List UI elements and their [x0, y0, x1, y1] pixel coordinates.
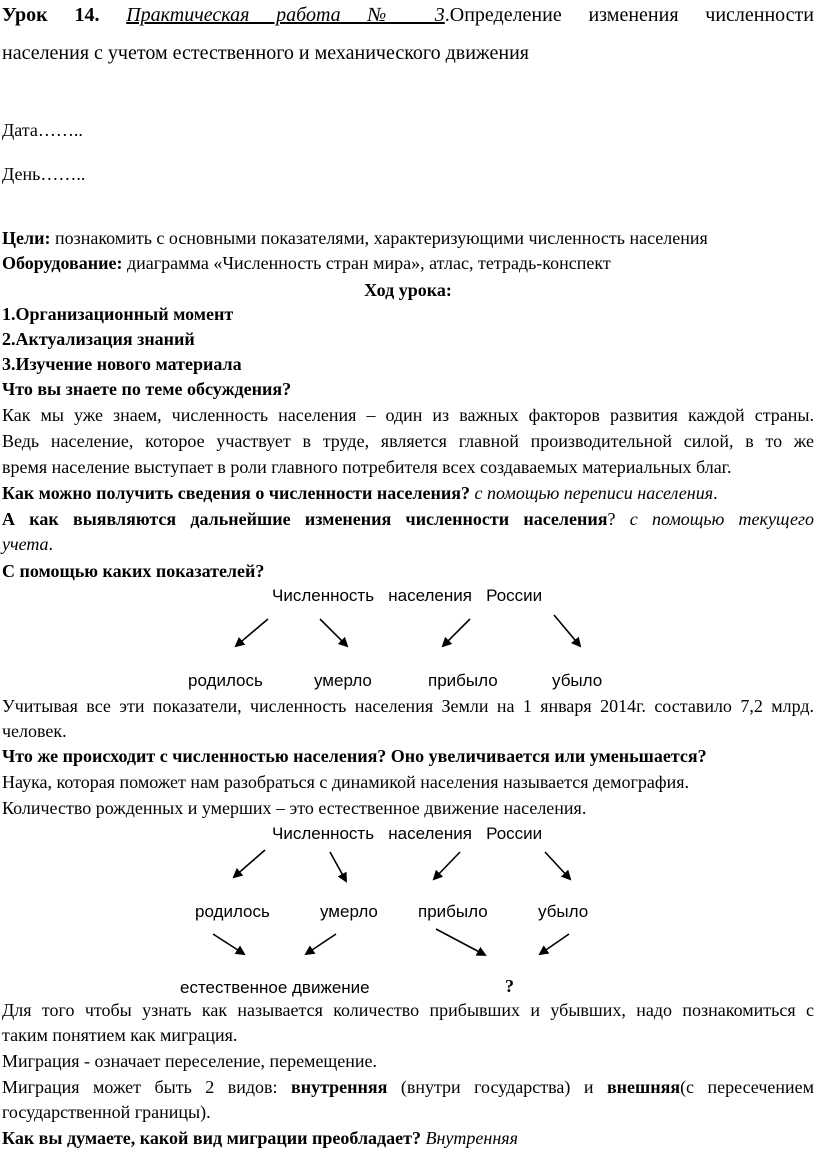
paragraph-2-line-2: человек. [2, 721, 67, 741]
paragraph-7-line-1 [2, 1077, 814, 1098]
question-5: Что же происходит с численностью населения? Оно увеличивается или уменьшается? [2, 746, 707, 766]
arrow-d1-born [236, 619, 268, 646]
paragraph-7-line-2: государственной границы). [2, 1102, 211, 1122]
arrow-d2-left [545, 852, 570, 879]
diagram-1-title: Численность населения России [272, 586, 543, 605]
diagram-2-result-natural: естественное движение [180, 978, 370, 997]
diagram-2-result-unknown: ? [505, 976, 514, 996]
paragraph-6: Миграция - означает переселение, перемещение. [2, 1051, 378, 1071]
topic-line-1: .Определение изменения численности [444, 4, 814, 26]
practical-work-label: Практическая работа № 3 [126, 4, 445, 26]
migration-internal: внутренняя [290, 1077, 388, 1097]
arrow-d2-died [330, 852, 346, 881]
diagram-2-item-born: родилось [195, 902, 270, 921]
migration-types-intro: Миграция может быть 2 видов: [2, 1077, 291, 1097]
lesson-heading: Ход урока: [364, 280, 452, 300]
diagram-2-item-arrived: прибыло [418, 902, 488, 921]
migration-external: внешняя [606, 1077, 681, 1097]
diagram-1-item-died: умерло [314, 671, 372, 690]
arrow-d2-arrived-to-unknown [436, 929, 485, 955]
arrow-d2-arrived [434, 852, 460, 879]
topic-line-2: населения с учетом естественного и механического движения [2, 42, 529, 64]
equipment-label: Оборудование: [2, 253, 123, 273]
arrow-d2-born [234, 850, 265, 877]
paragraph-2-line-1: Учитывая все эти показатели, численность населения Земли на 1 января 2014г. составило 7,2 млрд. [2, 696, 814, 716]
diagram-1-item-left: убыло [552, 671, 603, 690]
question-3: А как выявляются дальнейшие изменения численности населения [2, 509, 608, 529]
paragraph-3: Наука, которая поможет нам разобраться с динамикой населения называется демография. [2, 772, 689, 792]
paragraph-4: Количество рожденных и умерших – это естественное движение населения. [2, 798, 587, 818]
arrow-d2-born-to-natural [213, 934, 244, 954]
answer-6: Внутренняя [420, 1128, 518, 1148]
answer-2-end: . [713, 483, 718, 503]
equipment-text: диаграмма «Численность стран мира», атлас, тетрадь-конспект [122, 253, 611, 273]
migration-internal-desc: (внутри государства) и [387, 1077, 607, 1097]
paragraph-5-line-1: Для того чтобы узнать как называется количество прибывших и убывших, надо познакомиться с [2, 1000, 814, 1020]
diagram-2-item-left: убыло [538, 902, 589, 921]
diagram-2-title: Численность населения России [272, 824, 543, 843]
step-1: 1.Организационный момент [2, 304, 234, 324]
question-6-line [2, 1128, 518, 1149]
diagram-1-item-born: родилось [188, 671, 263, 690]
answer-3-end: . [48, 534, 54, 554]
goals-text: познакомить с основными показателями, характеризующими численность населения [50, 228, 708, 248]
step-3: 3.Изучение нового материала [2, 354, 242, 374]
diagram-2-item-died: умерло [320, 902, 378, 921]
date-line: Дата…….. [2, 120, 83, 140]
arrow-d1-arrived [443, 619, 470, 646]
lesson-number: Урок 14. [2, 4, 100, 26]
paragraph-5-line-2: таким понятием как миграция. [2, 1025, 238, 1045]
question-4: С помощью каких показателей? [2, 561, 265, 581]
goals-label: Цели: [2, 228, 51, 248]
question-6: Как вы думаете, какой вид миграции преобладает? [2, 1128, 421, 1148]
arrow-d1-died [320, 619, 347, 646]
diagram-1-item-arrived: прибыло [428, 671, 498, 690]
paragraph-1-line-3: время население выступает в роли главного потребителя всех создаваемых материальных благ. [2, 457, 732, 477]
step-2: 2.Актуализация знаний [2, 329, 195, 349]
answer-3b: учета [2, 534, 49, 554]
answer-2: с помощью переписи населения [470, 483, 714, 503]
arrow-d1-left [554, 615, 580, 646]
day-line: День…….. [2, 164, 86, 184]
question-2: Как можно получить сведения о численности населения? [2, 483, 471, 503]
question-3-mark: ? [607, 509, 616, 529]
arrow-d2-left-to-unknown [540, 934, 569, 954]
paragraph-1-line-2: Ведь население, которое участвует в труде, является главной производительной силой, в то же [2, 431, 814, 451]
answer-3a: с помощью текущего [615, 509, 814, 529]
arrow-d2-died-to-natural [306, 934, 336, 954]
question-1: Что вы знаете по теме обсуждения? [2, 379, 292, 399]
migration-external-desc: (с пересечением [680, 1077, 815, 1097]
paragraph-1-line-1: Как мы уже знаем, численность населения – один из важных факторов развития каждой страны. [2, 405, 814, 425]
